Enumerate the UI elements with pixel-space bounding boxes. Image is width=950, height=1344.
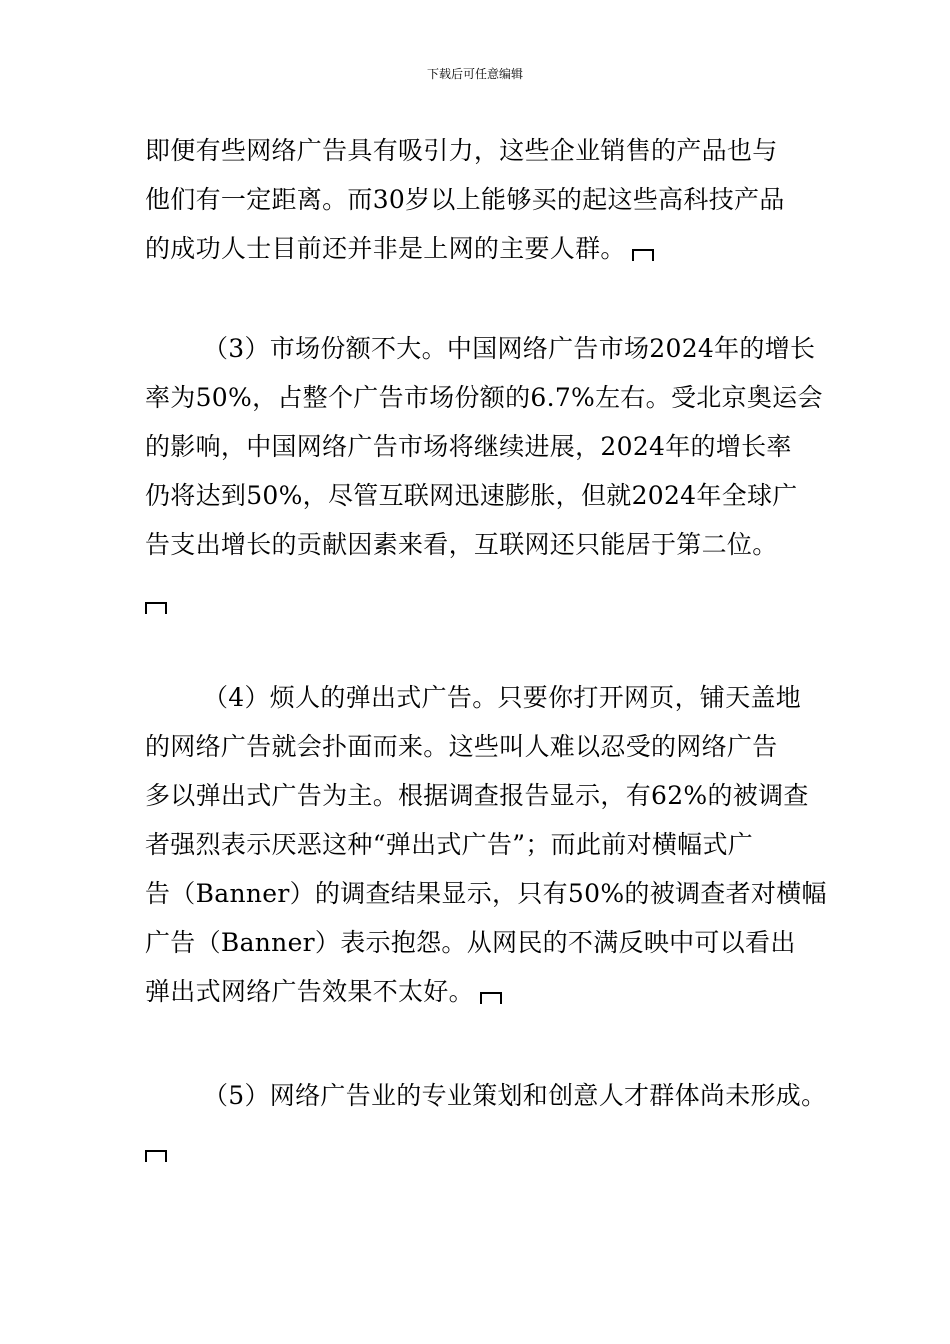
paragraph-line: （3）市场份额不大。中国网络广告市场2024年的增长 bbox=[203, 334, 816, 363]
paragraph-mark-icon bbox=[145, 602, 167, 614]
paragraph-line: 的网络广告就会扑面而来。这些叫人难以忍受的网络广告 bbox=[145, 732, 778, 761]
paragraph-4 bbox=[145, 1071, 825, 1120]
paragraph-line: （4）烦人的弹出式广告。只要你打开网页，铺天盖地 bbox=[203, 683, 802, 712]
paragraph-line: 广告（Banner）表示抱怨。从网民的不满反映中可以看出 bbox=[145, 928, 796, 957]
paragraph-line: 者强烈表示厌恶这种“弹出式广告”；而此前对横幅式广 bbox=[145, 830, 754, 859]
paragraph-line: 即便有些网络广告具有吸引力，这些企业销售的产品也与 bbox=[145, 136, 778, 165]
paragraph-mark-icon bbox=[480, 992, 502, 1004]
paragraph-line: 多以弹出式广告为主。根据调查报告显示，有62%的被调查 bbox=[145, 781, 809, 810]
paragraph-line: 仍将达到50%，尽管互联网迅速膨胀，但就2024年全球广 bbox=[145, 481, 798, 510]
paragraph-line bbox=[145, 224, 825, 273]
paragraph-line: 告支出增长的贡献因素来看，互联网还只能居于第二位。 bbox=[145, 530, 778, 559]
paragraph-line: 的影响，中国网络广告市场将继续进展，2024年的增长率 bbox=[145, 432, 792, 461]
paragraph-line: 率为50%，占整个广告市场份额的6.7%左右。受北京奥运会 bbox=[145, 383, 823, 412]
paragraph-mark-icon bbox=[145, 1150, 167, 1162]
paragraph-line bbox=[145, 967, 825, 1016]
paragraph-line-text: 弹出式网络广告效果不太好。 bbox=[145, 977, 474, 1006]
page-header: 下载后可任意编辑 bbox=[426, 67, 523, 81]
paragraph-3 bbox=[145, 673, 825, 1016]
paragraph-line: 告（Banner）的调查结果显示，只有50%的被调查者对横幅 bbox=[145, 879, 827, 908]
paragraph-line: （5）网络广告业的专业策划和创意人才群体尚未形成。 bbox=[203, 1081, 827, 1110]
paragraph-2 bbox=[145, 324, 825, 569]
paragraph-line: 他们有一定距离。而30岁以上能够买的起这些高科技产品 bbox=[145, 185, 785, 214]
paragraph-1 bbox=[145, 126, 825, 273]
paragraph-mark-icon bbox=[632, 249, 654, 261]
paragraph-line-text: 的成功人士目前还并非是上网的主要人群。 bbox=[145, 234, 626, 263]
